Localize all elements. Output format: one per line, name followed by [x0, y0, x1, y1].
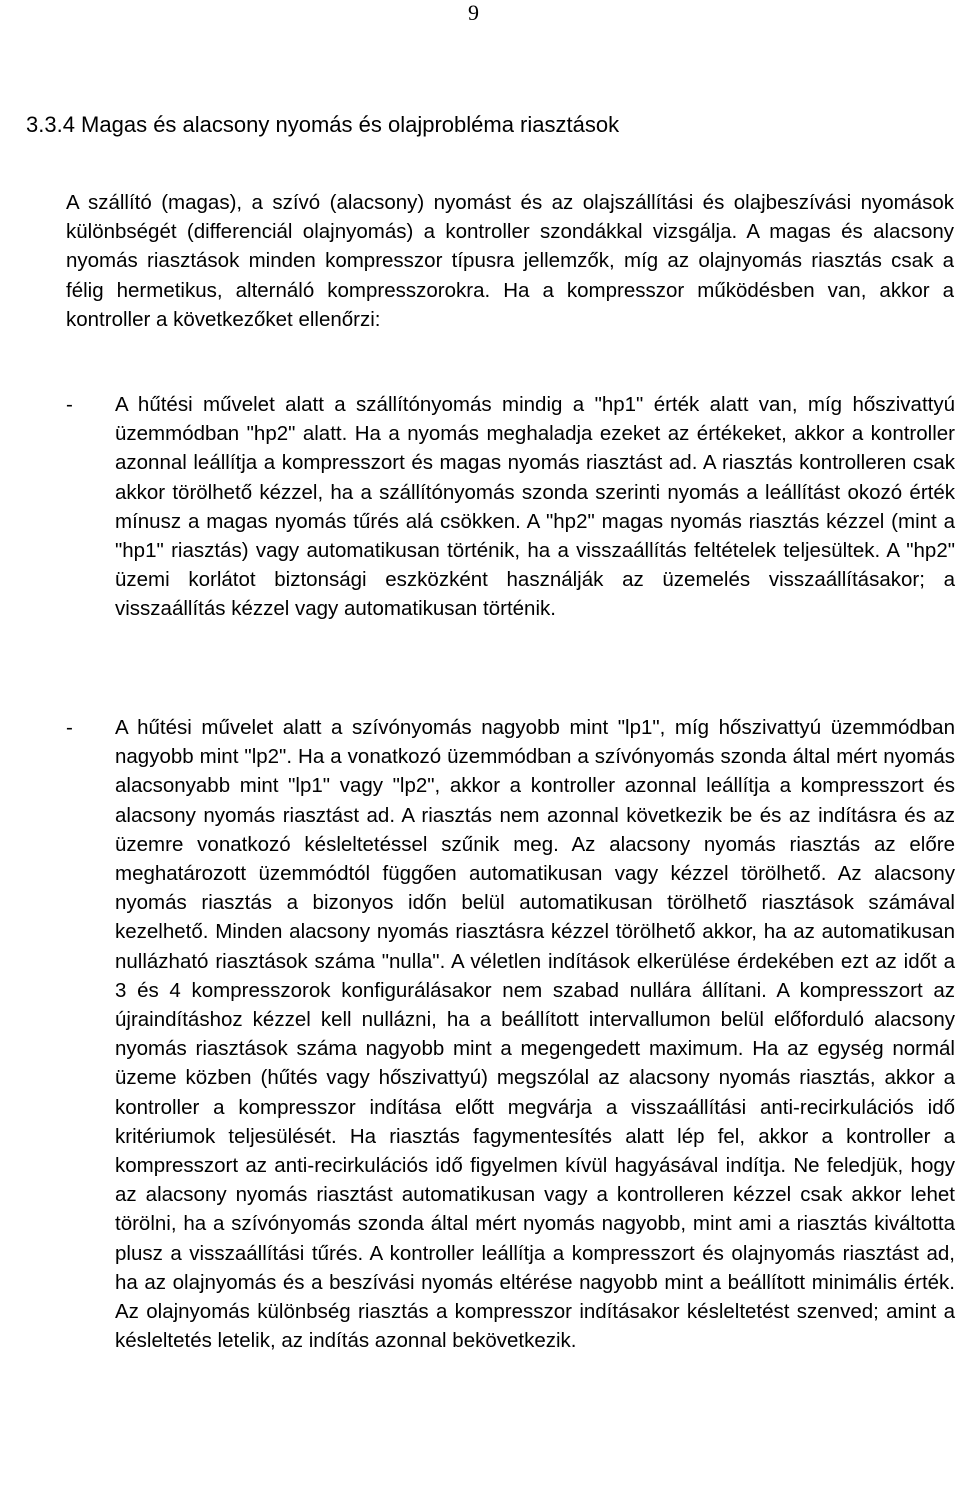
- intro-paragraph: A szállító (magas), a szívó (alacsony) nyomást és az olajszállítási és olajbeszívási nyomások különbségét (differenciál olajnyomás) a kontroller szondákkal vizsgálja. A magas és alacsony nyomás riasztások minden kompresszor típusra jellemzők, míg az olajnyomás riasztás csak a félig hermetikus, alternáló kompresszorokra. Ha a kompresszor működésben van, akkor a kontroller a következőket ellenőrzi:: [66, 191, 954, 331]
- page-number: 9: [468, 0, 479, 25]
- list-item-text: A hűtési művelet alatt a szállítónyomás mindig a "hp1" érték alatt van, míg hőszivattyú üzemmódban "hp2" alatt. Ha a nyomás meghaladja ezeket az értékeket, akkor a kontroller azonnal leállítja a kompresszort és magas nyomás riasztást ad. A riasztás kontrolleren csak akkor törölhető kézzel, ha a szállítónyomás szonda szerinti nyomás a leállítást okozó érték mínusz a magas nyomás tűrés alá csökken. A "hp2" magas nyomás riasztás kézzel (mint a "hp1" riasztás) vagy automatikusan történik, ha a visszaállítás feltételek teljesültek. A "hp2" üzemi korlátot biztonsági eszközként használják az üzemelés visszaállításakor; a visszaállítás kézzel vagy automatikusan történik.: [115, 393, 955, 621]
- bullet-dash: -: [66, 716, 73, 739]
- bullet-dash: -: [66, 393, 73, 416]
- section-heading: 3.3.4 Magas és alacsony nyomás és olajprobléma riasztások: [26, 112, 620, 137]
- list-item-text: A hűtési művelet alatt a szívónyomás nagyobb mint "lp1", míg hőszivattyú üzemmódban nagyobb mint "lp2". Ha a vonatkozó üzemmódban a szívónyomás szonda által mért nyomás alacsonyabb mint "lp1" vagy "lp2", akkor a kontroller azonnal leállítja a kompresszort és alacsony nyomás riasztást ad. A riasztás nem azonnal következik be és az indításra és az üzemre vonatkozó késleltetéssel szűnik meg. Az alacsony nyomás riasztás az előre meghatározott üzemmódtól függően automatikusan vagy kézzel törölhető. Az alacsony nyomás riasztás a bizonyos időn belül automatikusan törölhető riasztások számával kezelhető. Minden alacsony nyomás riasztásra kézzel törölhető akkor, ha az automatikusan nullázható riasztások száma "nulla". A véletlen indítások elkerülése érdekében ezt az időt a 3 és 4 kompresszorok konfigurálásakor nem szabad nullára állítani. A kompresszort az újraindításhoz kézzel kell nullázni, ha a beállított intervallumon belül előforduló alacsony nyomás riasztások száma nagyobb mint a megengedett maximum. Ha az egység normál üzeme közben (hűtés vagy hőszivattyú) megszólal az alacsony nyomás riasztás, akkor a kontroller a kompresszor indítása előtt megvárja a visszaállítási anti-recirkulációs idő kritériumok teljesülését. Ha riasztás fagymentesítés alatt lép fel, akkor a kontroller a kompresszort az anti-recirkulációs idő figyelmen kívül hagyásával indítja. Ne feledjük, hogy az alacsony nyomás riasztást automatikusan vagy a kontrolleren kézzel csak akkor lehet törölni, ha a szívónyomás szonda által mért nyomás nagyobb, mint ami a riasztás kiváltotta plusz a visszaállítási tűrés. A kontroller leállítja a kompresszort és olajnyomás riasztást ad, ha az olajnyomás és a beszívási nyomás eltérése nagyobb mint a beállított minimális érték. Az olajnyomás különbség riasztás a kompresszor indításakor késleltetést szenved; amint a késleltetés letelik, az indítás azonnal bekövetkezik.: [115, 716, 955, 1353]
